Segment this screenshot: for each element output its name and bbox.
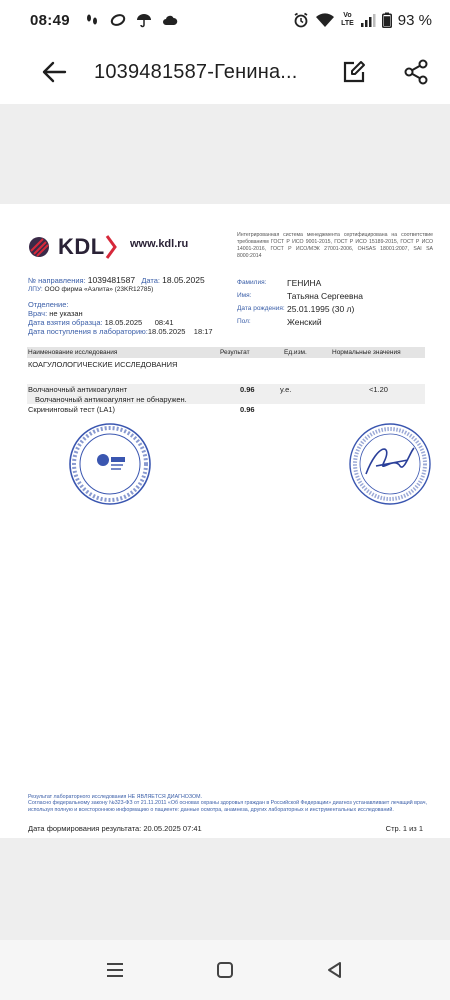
patient-name: Татьяна Сергеевна xyxy=(287,290,363,301)
umbrella-icon xyxy=(136,12,152,28)
alarm-icon xyxy=(293,12,309,28)
battery-icon xyxy=(382,12,392,28)
logo-text: KDL xyxy=(58,234,105,259)
table-row: Скрининговый тест (LA1) 0.96 xyxy=(28,405,255,414)
kdl-logo-icon xyxy=(28,236,54,258)
back-button[interactable] xyxy=(34,52,74,92)
document-viewer[interactable] xyxy=(0,104,450,940)
lab-stamp-seal xyxy=(68,422,152,506)
menu-lines-icon xyxy=(105,960,125,980)
share-button[interactable] xyxy=(396,52,436,92)
kdl-logo xyxy=(28,234,117,260)
status-right xyxy=(293,12,432,29)
disclaimer-note: Результат лабораторного исследования НЕ ЯВЛЯЕТСЯ ДИАГНОЗОМ. Согласно федеральному закону №323-ФЗ от 21.11.2011 «Об основах охраны здоровья граждан в Российской Федерации» диагноз устанавливает лечащий врач, используя полную и всестороннюю информацию о пациенте: данные осмотра, анамнеза, других лабораторных и инструментальных исследований. xyxy=(28,794,427,813)
order-info: № направления: 1039481587 Дата: 18.05.2025 ЛПУ: ООО фирма «Аэлита» (23KR12785) Отделение: Врач: не указан Дата взятия образца: 18.05.2025 08:41 Дата поступления в лабораторию:18.05.2025 18:17 xyxy=(28,275,213,336)
footprints-icon xyxy=(84,12,100,28)
table-row: Волчаночный антикоагулянт 0.96 у.е. <1.20 xyxy=(27,384,425,394)
back-arrow-icon xyxy=(40,58,68,86)
status-left xyxy=(30,12,178,29)
recent-apps-button[interactable] xyxy=(95,950,135,990)
wifi-icon xyxy=(315,12,335,28)
app-bar xyxy=(0,40,450,104)
results-table-header: Наименование исследования Результат Ед.изм. Нормальные значения xyxy=(27,347,425,358)
home-square-icon xyxy=(215,960,235,980)
doctor-stamp-signature xyxy=(348,422,432,506)
logo-url: www.kdl.ru xyxy=(130,238,189,250)
status-bar xyxy=(0,0,450,40)
status-time: 08:49 xyxy=(30,11,70,29)
share-icon xyxy=(402,58,430,86)
certification-text: Интегрированная система менеджмента сертифицирована на соответствие требованиям ГОСТ Р ИСО 9001-2015, ГОСТ Р ИСО 15189-2015, ГОСТ Р ИСО 14001-2016, ГОСТ Р ИСО/МЭК 27001-2006, OHSAS 18001:2007, SAI SA 8000:2014 xyxy=(237,232,433,259)
table-row: Волчаночный антикоагулянт не обнаружен. xyxy=(27,394,425,404)
edit-button[interactable] xyxy=(334,52,374,92)
back-nav-button[interactable] xyxy=(315,950,355,990)
patient-sex: Женский xyxy=(287,316,322,327)
system-nav-bar xyxy=(0,940,450,1000)
volte-indicator: Vo LTE xyxy=(341,12,354,27)
result-formed-date: Дата формирования результата: 20.05.2025 07:41 xyxy=(28,824,202,833)
patient-dob: 25.01.1995 (30 л) xyxy=(287,303,355,314)
edit-icon xyxy=(341,59,367,85)
home-button[interactable] xyxy=(205,950,245,990)
document-title: 1039481587-Генина... xyxy=(94,60,298,83)
cloud-icon xyxy=(162,12,178,28)
document-page[interactable] xyxy=(0,204,450,838)
signal-icon xyxy=(360,12,376,28)
page-indicator: Стр. 1 из 1 xyxy=(385,824,423,833)
logo-chevron-icon xyxy=(105,235,117,259)
patient-info: Фамилия: ГЕНИНА Имя: Татьяна Сергеевна Дата рождения: 25.01.1995 (30 л) Пол: Женский xyxy=(237,277,363,327)
section-title: КОАГУЛОЛОГИЧЕСКИЕ ИССЛЕДОВАНИЯ xyxy=(28,360,178,369)
ring-icon xyxy=(110,12,126,28)
patient-surname: ГЕНИНА xyxy=(287,277,322,288)
order-number: 1039481587 xyxy=(87,275,136,285)
back-triangle-icon xyxy=(325,960,345,980)
battery-percent: 93 % xyxy=(397,11,432,29)
